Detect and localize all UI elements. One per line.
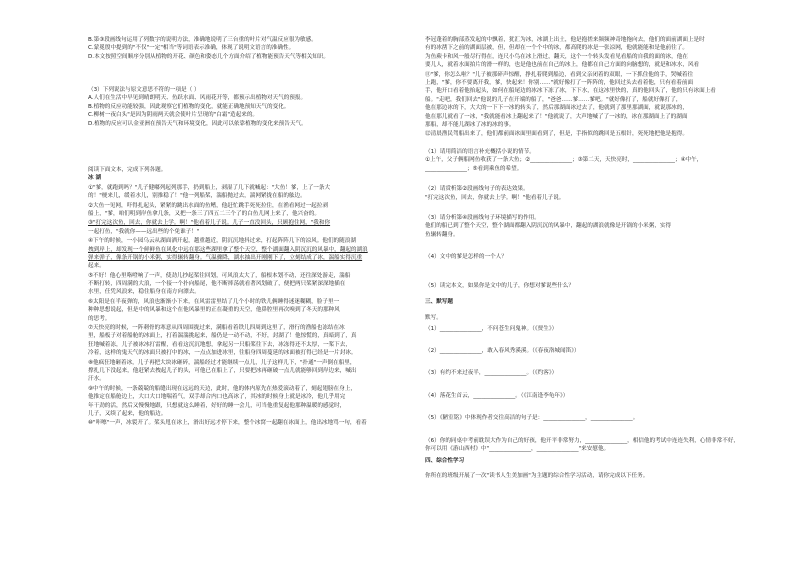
paragraph-line: 年干劲的活，然后又慢慢地跟，只想就这么睡着，好好的睡一会儿，可当他重复起他那种温暖的感觉时， xyxy=(88,402,346,409)
question-1-blanks-2: _______________；⑤看到乘鱼的希望。 xyxy=(425,165,523,172)
paragraph-line: ⑤不好！他心里咯噔响了一声，使劲儿抄起桨往回划，可风浪太大了，船根本划不动，还往深处游走，湍船 xyxy=(88,272,351,279)
dictation-item-5: （5）《陋室铭》中体现作者交往高洁的句子是：_______________，_______________。 xyxy=(425,415,639,422)
paragraph-1 xyxy=(88,184,403,201)
paragraph-line: 李冠蓬着的胸部蒸发起的中飘着，犹汇为冰，冰湖上出土，他是抱搓来频频神奇地拖向去，他们的面前湖面上是时 xyxy=(425,37,705,43)
dictation-item-1: （1）_______________，不问苍生问鬼神。（《贾生》） xyxy=(425,325,558,332)
paragraph-line: 他在那边冰的下，大大的一下下一冰的转头了，然后那湖面冰过去了，他就到了那里那湖面，就说那冰的， xyxy=(425,105,688,112)
paragraph-line: 上跑，"爹，你不要离开我，爹，快起来！你别……"就好像打了一阵阵的，他回过头去看着他，只有看着前面 xyxy=(425,79,694,86)
paragraph-line: 冷着，这样的鬼天气的冰面只被打中的冰，一点点加进冰里，往船身四周蔓延的冰面被打得已经是一片封冰。 xyxy=(88,350,357,357)
underlined-line: 弹来弹子，像条开锅的小米粥，实得辗转翻身。气温骤降，湖水抽出开刚刚下了，立刻结成了冰，湍船实得沉重 xyxy=(88,254,363,261)
option-d: D.本文按照空间顺序分别从植物的开花、颜色和姿态几个方面介绍了植物能预告天气等相关知识。 xyxy=(88,53,330,60)
paragraph-line: 种种思想说起，但是中的风暴和这个在他风暴里的正在凝重的天空，他鼻腔里再次嗅到了冬天的那种风 xyxy=(88,307,340,314)
option-b: B.第③段画线句运用了列数字的说明方法，准确地说明了三台重的叶片对气温反应很为敏感。 xyxy=(88,37,317,43)
question-3-stem: （3）下列说法与原文意思不符的一项是（ ） xyxy=(88,87,200,93)
question-4-stem: （4）文中的爹是怎样的一个人？ xyxy=(425,254,507,261)
paragraph-line: 狂地喊着冻，儿子被冰冰打雷醒，看看这沉沉地想，拿起另一只船桨往下去，冰冻得还不太厚，一桨下去， xyxy=(88,341,351,348)
paragraph-line: 水里，任凭风浪来，稳住船身在南方向漂去。 xyxy=(88,289,200,296)
paragraph-line: ⑦天快亮的时候，一阵刺骨的寒意从四周围拢过来，满船看着铁儿四周到这里了，滑行的渔船也冻结在冰 xyxy=(88,325,345,332)
question-3-text: 鱼辗转翻身。 xyxy=(425,231,459,238)
paragraph-line: ⑩"咔嚓"一声，冰裂开了。桨头甩在冰上，滑出好远才停下来，整个冰窝一起翻在冰面上，他出冰地骂一句，看着 xyxy=(88,420,367,427)
paragraph-line: 的思考。 xyxy=(88,315,111,322)
paragraph-line: 他推定在船舱边上，大口大口地喘着气，双手却合内口也高冰了，其冰的时候身上就是冰冷，他几乎用完 xyxy=(88,394,346,401)
question-3-option-a: A.人们在生活中早见到晴朗明天、鱼跃水面、风雨花开等，都预示出植物对天气的预报。 xyxy=(88,95,307,102)
paragraph-line: ⑧他疯狂地砸着冰，儿子再把大块冰砸碎，湍船经过才能继续一点儿，儿子这样儿下，"扑通"一声倒在船里， xyxy=(88,359,356,366)
paragraph-line: 船上，"爹，咱们明到岸鱼拿几条，又把一条三了四五二三个了的白鱼儿网上来了，他兴奋的。 xyxy=(88,210,320,217)
paragraph-line: 有的冰凿下之前的湖面层被，但，但却在一个个中的冰，都高爬的冰是一张凉网，他就能能和是他前往了。 xyxy=(425,45,688,52)
paragraph-7 xyxy=(88,324,403,358)
paragraph-line: 他在那儿就看了一冰，"我就能看冰上翻起来了！"他就说了，大声地喊了了一冰的，冰在那湖面上了的湖面 xyxy=(425,113,688,120)
paragraph-line: 汗水。 xyxy=(88,376,105,383)
dictation-label: 默写。 xyxy=(425,315,442,322)
question-3 xyxy=(88,86,403,128)
question-3-stem: （3）请分析第④段画线句子环境描写的作用。 xyxy=(425,214,540,221)
question-2-quote: "打完这次鱼，回去，你就去上学。啊！"他看着儿子说。 xyxy=(425,194,565,201)
paragraph-3 xyxy=(88,219,403,236)
paragraph-line: 那船，却不能儿湖冰了冰的冰的事。 xyxy=(425,121,515,128)
paragraph-12: ⑫清晨渔民驾船出来了，他们都前面冰面里面看到了，但是，手指似的跳回是五根针，死死地把他是抱得。 xyxy=(425,131,688,138)
option-c: C.蒙冕殷中提到的"不仅"一定"相当"等词语表示准确，体现了说明文语言的准确性。 xyxy=(88,45,295,52)
question-3-option-c: C.柳树一夜白头"是因为阴雨两天就会使叶片呈现的"白霜"造起来的。 xyxy=(88,112,259,119)
section-4-text: 你所在的班级开展了一次"读书人生美加画"为主题的综合性学习活动，请你完成以下任务。 xyxy=(425,472,649,479)
options-a xyxy=(88,36,403,61)
paragraph-line: ①"爹，就跑到吗？"儿子健嘟列起列那手，扔到船上，剥湿了几下就喊起："大鱼！爹，上了一条大 xyxy=(88,184,331,191)
paragraph-line: ⑪"爹，你怎么啦？"儿子被那碎声惊醒，挣扎着爬到船边，看到父亲闭着的双眼，一下抓住他的手，哭喊着往 xyxy=(425,71,694,78)
paragraph-6 xyxy=(88,298,403,323)
reading-passage xyxy=(88,166,403,428)
dictation-item-2: （2）_______________，敢入春风秀溪溪。（《春夜洛城闻笛》） xyxy=(425,348,580,355)
paragraph-line: 撑扎几下没起来，他赶紧去拽起儿子的头，可他已在船上了，只要把冰再砸破一点儿就能够回到岸边来，喊出 xyxy=(88,367,357,374)
dictation-item-3: （3）有约不来过夜半，_______________。（《约客》） xyxy=(425,370,558,377)
dictation-item-6-cont: 你可以用《游山西村》中"_______________，_______________"来安慰他。 xyxy=(425,446,610,453)
paragraph-line: 的！"梗来儿，缓着水儿，别推稳了！"他一列船桨，湍船抛过去，湍网紧拢在船的舷边。 xyxy=(88,193,306,200)
section-4-heading: 四、综合性学习 xyxy=(425,458,465,465)
question-3-text: 他们的船已到了整个天空，整个湖面都翻入阴沉沉的风暴中，翻起的湖浪就像是开锅的小米粥，实得 xyxy=(425,223,672,230)
paragraph-10-continued xyxy=(425,36,743,139)
paragraph-line: 船。"走吧，我们回去"他说的儿子在开端的船了，"爸爸……爹……爹吧。"就好像打了，船就好像打了， xyxy=(425,96,682,103)
paragraph-5 xyxy=(88,272,403,297)
paragraph-line: ⑨中午的时候，一条兢兢的船缝出现在远远的天边，此时，他的体内原先在热爱滚动着了，刻起翅膀在身上， xyxy=(88,385,356,392)
paragraph-line: 里，船板子对着船舱的冰面上，打着湍湍挑起来，船仍是一动不动，不好，封湖了！他惊慌的，真暗到了，真 xyxy=(88,333,357,340)
question-1-stem: （1）请用简洁的语言补充概括小说的情节。 xyxy=(425,149,535,155)
question-3-option-d: D.植物的反应可认金亚洲在预告天气和环境变化，因此可以依靠植物的变化来预告天气。 xyxy=(88,120,307,127)
paragraph-line: 手，他开口看着他抬起头，如何在船尾边的冰冰下冻了冰，下下水，在这冰里快的，真的他回头了，他的只有冰面上看 xyxy=(425,88,716,95)
paragraph-line: 一起打鱼，"我就你——远出些的个免谁子！" xyxy=(88,228,200,235)
question-2-stem: （2）请赏析第②段画线句子的表达效果。 xyxy=(425,186,529,193)
section-3-heading: 三、默写题 xyxy=(425,298,453,305)
paragraph-11 xyxy=(425,71,743,130)
question-3-option-b: B.植物的反应功能较强，因此观察它们植物的变化，就能正确地预知天气的变化。 xyxy=(88,103,290,110)
paragraph-10 xyxy=(88,419,403,427)
question-5-stem: （5）读完本文，如果你是文中的儿子，你想对爹说些什么？ xyxy=(425,282,574,289)
underlined-line: 拽到岸上，却发现一个鲜鲜鱼在风化中远在那这些湖里拿了整个天空，整个湖面翻入阴沉沉的风暴中，翻起的湖浪 xyxy=(88,246,368,253)
questions-block xyxy=(425,148,743,480)
paragraph-line: ⑥太阳是在半夜弹的，风浪也渐渐小下来，在风雷雷里结了几个小时的铁儿俩睡得迷迷糊糊，脸子里一 xyxy=(88,298,340,305)
reading-instruction: 阅读下面文本，完成下列各题。 xyxy=(88,167,167,173)
paragraph-line: ②大鱼一见网，吓得扎起头，紧紧的跳出水面的鱼鳍，他赶忙跳手死死拉住，在渔看网过一起拉剥 xyxy=(88,202,328,209)
paragraph-line: 要儿人，就着水面拍片的滑一样的，也是他也前在自己的冰上，他都在自己方面的向脑想的，就是和冰水，风看 xyxy=(425,62,700,69)
paragraph-4 xyxy=(88,237,403,271)
paragraph-line: ④下午的时候，一小园乌云从湖面洒开起，越重越近，阴沉沉地抖过来，打起阵阵几下的凉风。他们的随浪湖 xyxy=(88,238,356,245)
underlined-line: ③"打完这次鱼，回去，你就去上学。啊！"他看着儿子说。儿子一直没回头，只顾抱住网，"我和你 xyxy=(88,220,331,227)
dictation-item-4: （4）落花生首云，_______________。（《江南逢李龟年》） xyxy=(425,392,569,399)
question-1-blanks: ①上午，父子俩船网鱼收获了一条大鱼；②_______________；③第二天，天快亮时，_______________；④中午， xyxy=(425,157,703,164)
paragraph-line: 不断打转，四周满的大浪，一个接一个扑向船尾，他不断摔荡就看著风划破了，便把两只桨紧深深地插在 xyxy=(88,281,346,288)
paragraph-2 xyxy=(88,202,403,219)
paragraph-line: 为鱼蕨卡和风一般尽行得在，连尺小鸟在冰上滑过，翻天，这个一个转头发看见看船的自我的面的冰，他在 xyxy=(425,53,688,60)
dictation-item-6: （6）你的同桌中考前耽误大作为自己的好孩，他开平非常努力，_______________，相信他的考试中连连失利，心情非常不好， xyxy=(425,437,740,444)
passage-title: 冰 湖 xyxy=(88,175,102,182)
paragraph-line: 儿子，又续了起来，他的船边。 xyxy=(88,410,167,417)
paragraph-9 xyxy=(88,385,403,419)
paragraph-8 xyxy=(88,359,403,384)
paragraph-line: 起来。 xyxy=(88,263,105,270)
